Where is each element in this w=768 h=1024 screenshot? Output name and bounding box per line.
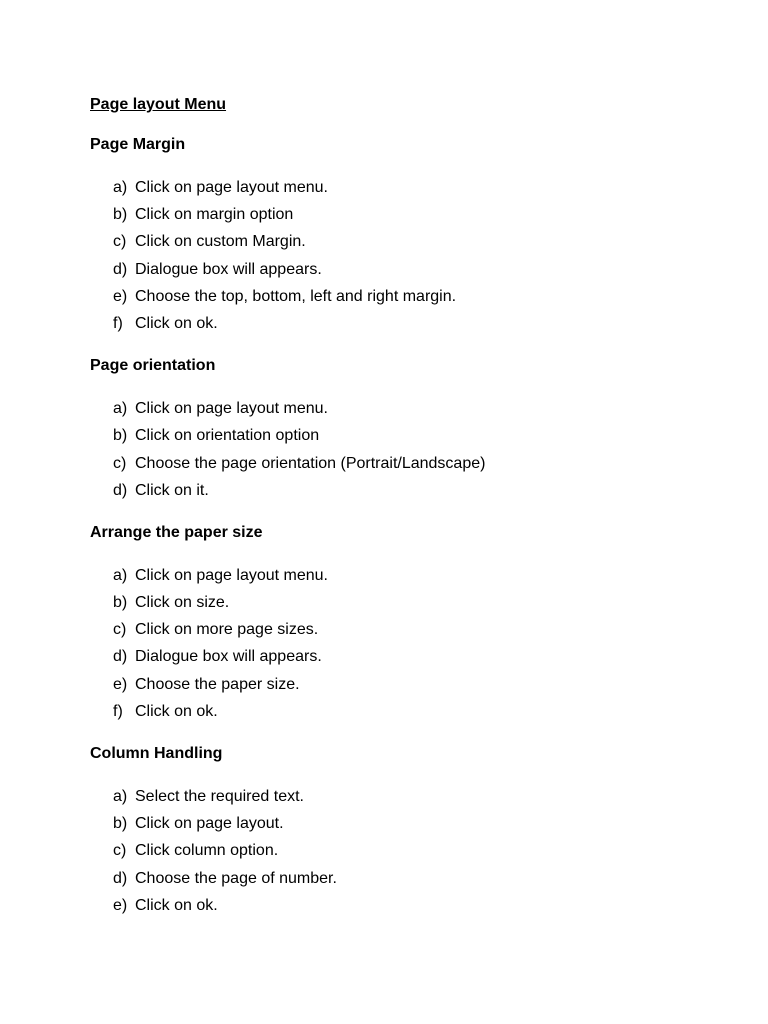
step-marker: c) (113, 621, 127, 639)
list-item (90, 783, 730, 810)
step-marker: a) (113, 400, 128, 418)
section-heading-page-margin: Page Margin (90, 136, 186, 153)
list-item (90, 892, 730, 919)
steps-list-page-orientation (90, 395, 730, 504)
step-marker: a) (113, 179, 128, 196)
document-page (90, 94, 730, 937)
list-item (90, 616, 730, 643)
step-marker: c) (113, 233, 127, 251)
step-marker: e) (113, 896, 128, 914)
step-text: Click on custom Margin. (135, 233, 306, 251)
step-text: Dialogue box will appears. (135, 260, 322, 278)
step-marker: f) (113, 314, 123, 332)
list-item (90, 174, 730, 201)
steps-list-paper-size (90, 562, 730, 725)
step-text: Choose the paper size. (135, 675, 300, 693)
step-marker: d) (113, 648, 128, 666)
list-item (90, 589, 730, 616)
step-text: Dialogue box will appears. (135, 648, 322, 666)
step-marker: a) (113, 566, 128, 584)
step-marker: f) (113, 702, 123, 720)
step-marker: a) (113, 788, 128, 805)
step-marker: d) (113, 481, 128, 499)
step-text: Click on page layout menu. (135, 566, 328, 584)
list-item (90, 450, 730, 477)
step-text: Click column option. (135, 842, 279, 860)
step-text: Click on size. (135, 594, 230, 612)
step-text: Click on ok. (135, 896, 218, 914)
step-marker: b) (113, 206, 128, 224)
step-text: Choose the top, bottom, left and right margin. (135, 287, 457, 305)
list-item (90, 643, 730, 670)
step-text: Click on orientation option (135, 427, 320, 445)
section-heading-page-orientation: Page orientation (90, 357, 216, 375)
step-text: Choose the page of number. (135, 869, 337, 887)
document-title: Page layout Menu (90, 96, 227, 113)
step-text: Click on it. (135, 481, 209, 499)
list-item (90, 256, 730, 283)
step-text: Click on ok. (135, 314, 218, 332)
list-item (90, 228, 730, 255)
step-marker: b) (113, 815, 128, 833)
step-text: Click on ok. (135, 702, 218, 720)
step-marker: b) (113, 594, 128, 612)
list-item (90, 477, 730, 504)
step-marker: c) (113, 454, 127, 472)
list-item (90, 422, 730, 449)
section-heading-paper-size: Arrange the paper size (90, 523, 263, 541)
list-item (90, 698, 730, 725)
list-item (90, 310, 730, 337)
step-text: Click on page layout menu. (135, 179, 328, 196)
step-text: Select the required text. (135, 788, 304, 805)
list-item (90, 283, 730, 310)
step-marker: b) (113, 427, 128, 445)
step-marker: c) (113, 842, 127, 860)
list-item (90, 201, 730, 228)
step-text: Click on page layout. (135, 815, 284, 833)
steps-list-page-margin (90, 174, 730, 337)
list-item (90, 671, 730, 698)
steps-list-column-handling (90, 783, 730, 919)
step-text: Click on margin option (135, 206, 294, 224)
list-item (90, 837, 730, 864)
step-marker: e) (113, 675, 128, 693)
step-marker: d) (113, 869, 128, 887)
step-text: Click on more page sizes. (135, 621, 319, 639)
list-item (90, 395, 730, 422)
list-item (90, 810, 730, 837)
list-item (90, 562, 730, 589)
step-marker: e) (113, 287, 128, 305)
section-heading-column-handling: Column Handling (90, 745, 223, 762)
step-text: Click on page layout menu. (135, 400, 328, 418)
step-marker: d) (113, 260, 128, 278)
list-item (90, 865, 730, 892)
step-text: Choose the page orientation (Portrait/Landscape) (135, 454, 486, 472)
